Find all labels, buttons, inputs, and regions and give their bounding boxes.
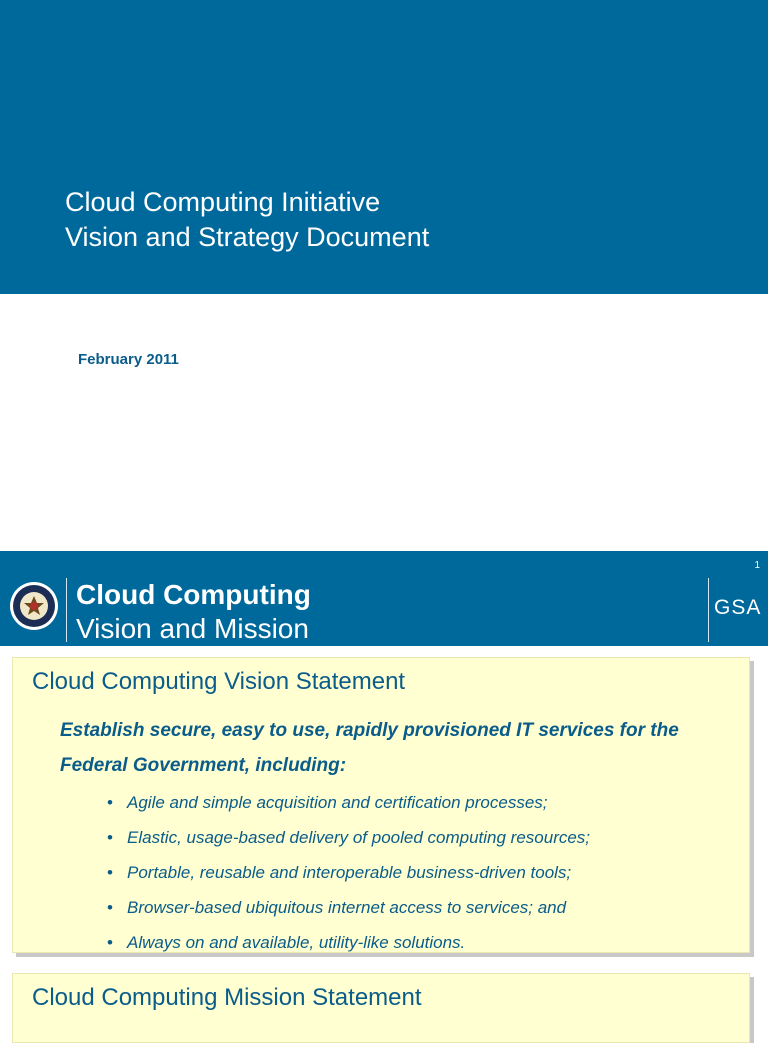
bullet-icon: •	[107, 933, 113, 952]
bullet-text: Portable, reusable and interoperable business-driven tools;	[127, 863, 572, 882]
slide-title-line1: Cloud Computing	[76, 579, 311, 610]
header-divider-left	[66, 578, 67, 642]
cover-date: February 2011	[78, 351, 179, 368]
vision-bullet-list	[103, 785, 590, 960]
vision-statement-box	[12, 657, 750, 953]
bullet-icon: •	[107, 828, 113, 847]
bullet-icon: •	[107, 793, 113, 812]
bullet-text: Browser-based ubiquitous internet access to services; and	[127, 898, 567, 917]
cover-title-line2: Vision and Strategy Document	[65, 222, 430, 252]
gsa-seal-icon	[9, 581, 59, 631]
cover-title-line1: Cloud Computing Initiative	[65, 187, 381, 217]
list-item	[103, 890, 590, 925]
list-item	[103, 820, 590, 855]
bullet-icon: •	[107, 898, 113, 917]
slide-title	[76, 578, 311, 646]
list-item	[103, 855, 590, 890]
slide-title-line2: Vision and Mission	[76, 613, 309, 644]
bullet-text: Agile and simple acquisition and certification processes;	[127, 793, 548, 812]
mission-statement-box	[12, 973, 750, 1043]
list-item	[103, 925, 590, 960]
page-number: 1	[754, 560, 760, 571]
vision-heading: Cloud Computing Vision Statement	[32, 668, 406, 695]
list-item	[103, 785, 590, 820]
bullet-icon: •	[107, 863, 113, 882]
bullet-text: Always on and available, utility-like solutions.	[127, 933, 466, 952]
gsa-logo: GSA	[714, 596, 762, 619]
bullet-text: Elastic, usage-based delivery of pooled computing resources;	[127, 828, 591, 847]
vision-lead: Establish secure, easy to use, rapidly provisioned IT services for the Federal Government, including:	[60, 720, 679, 776]
cover-title	[65, 185, 429, 255]
header-divider-right	[708, 578, 709, 642]
mission-heading: Cloud Computing Mission Statement	[32, 984, 422, 1011]
